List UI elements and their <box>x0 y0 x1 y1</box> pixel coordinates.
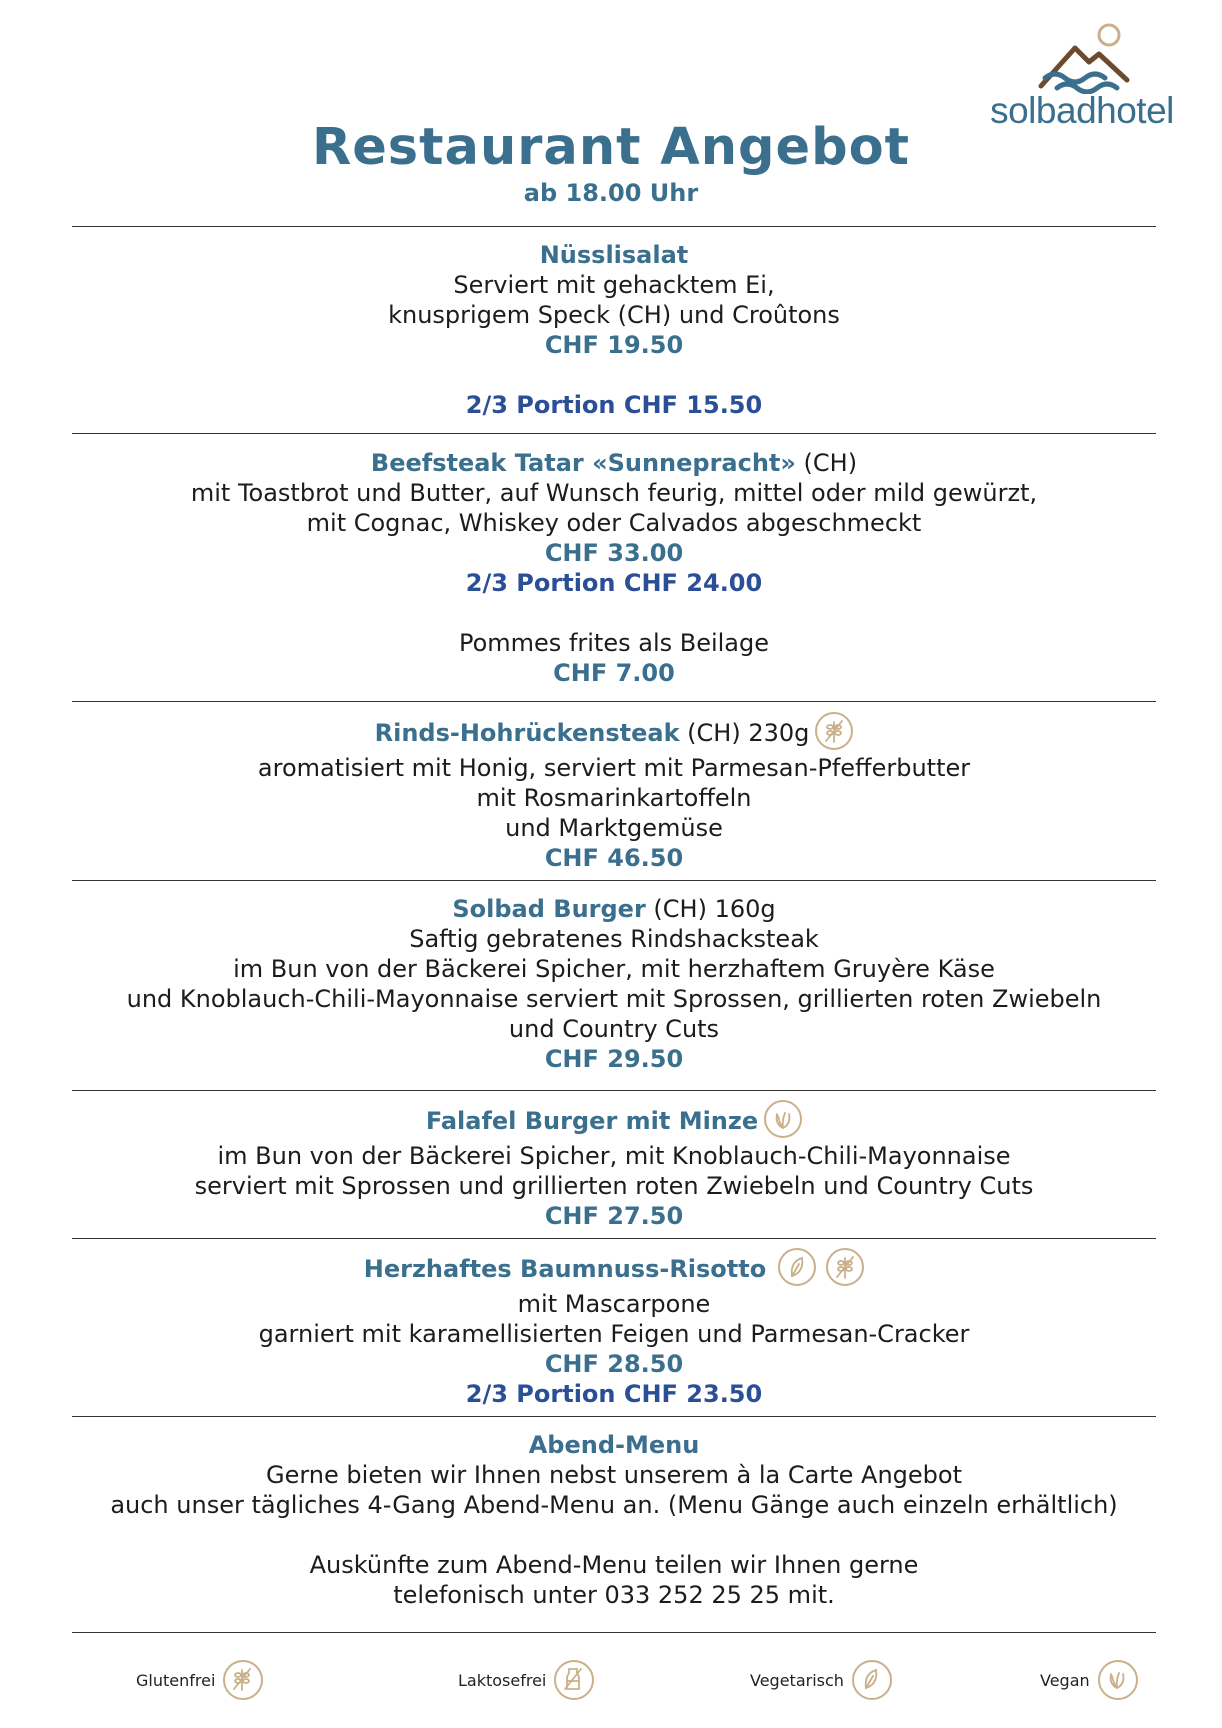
side-dish: Pommes frites als Beilage <box>458 629 770 657</box>
dish-description: Gerne bieten wir Ihnen nebst unserem à la Carte Angebot <box>266 1461 962 1489</box>
menu-item-rinds-hohrueckensteak <box>72 715 1156 873</box>
divider <box>72 1416 1156 1417</box>
dish-name: Herzhaftes Baumnuss-Risotto <box>363 1255 767 1283</box>
info-text: Auskünfte zum Abend-Menu teilen wir Ihnen gerne <box>309 1551 919 1579</box>
page-title: Restaurant Angebot <box>311 118 911 177</box>
divider <box>72 1238 1156 1239</box>
divider <box>72 1632 1156 1633</box>
menu-item-beefsteak-tatar <box>72 448 1156 688</box>
dish-description: mit Rosmarinkartoffeln <box>476 784 752 812</box>
dish-description: und Country Cuts <box>508 1015 720 1043</box>
legend-vegetarisch <box>750 1660 892 1700</box>
legend-label: Vegetarisch <box>750 1670 844 1690</box>
legend-laktosefrei <box>458 1660 594 1700</box>
legend-label: Vegan <box>1040 1670 1090 1690</box>
dish-name: Beefsteak Tatar «Sunnepracht» <box>370 449 796 477</box>
menu-item-abend-menu <box>72 1430 1156 1610</box>
side-dish-price: CHF 7.00 <box>553 659 675 687</box>
dish-origin: (CH) 160g <box>645 895 776 923</box>
dish-price: CHF 27.50 <box>544 1202 684 1230</box>
dish-name: Solbad Burger <box>452 895 646 923</box>
dish-name: Falafel Burger mit Minze <box>425 1107 759 1135</box>
dish-description: knusprigem Speck (CH) und Croûtons <box>388 301 840 329</box>
legend-glutenfrei <box>136 1660 263 1700</box>
dish-description: mit Toastbrot und Butter, auf Wunsch feurig, mittel oder mild gewürzt, <box>190 479 1038 507</box>
dietary-legend <box>0 1660 1222 1704</box>
menu-header <box>0 118 1222 208</box>
dish-price: CHF 46.50 <box>544 844 684 872</box>
dish-description: und Marktgemüse <box>505 814 723 842</box>
mountain-logo-icon <box>1027 22 1137 94</box>
glutenfrei-icon <box>826 1248 864 1286</box>
dish-description: im Bun von der Bäckerei Spicher, mit Knoblauch-Chili-Mayonnaise <box>217 1142 1011 1170</box>
divider <box>72 226 1156 227</box>
dish-name: Abend-Menu <box>528 1431 700 1459</box>
dish-portion-price: 2/3 Portion CHF 15.50 <box>465 391 763 419</box>
dish-name: Nüsslisalat <box>539 241 689 269</box>
dish-description: aromatisiert mit Honig, serviert mit Parmesan-Pfefferbutter <box>257 754 971 782</box>
menu-item-nuesslisalat <box>72 240 1156 420</box>
dish-description: garniert mit karamellisierten Feigen und Parmesan-Cracker <box>258 1320 970 1348</box>
menu-item-falafel-burger <box>72 1103 1156 1231</box>
laktosefrei-icon <box>554 1660 594 1700</box>
dish-description: und Knoblauch-Chili-Mayonnaise serviert mit Sprossen, grillierten roten Zwiebeln <box>126 985 1102 1013</box>
dish-price: CHF 19.50 <box>544 331 684 359</box>
dish-description: im Bun von der Bäckerei Spicher, mit herzhaftem Gruyère Käse <box>233 955 995 983</box>
dish-description: Saftig gebratenes Rindshacksteak <box>409 925 819 953</box>
dish-description: mit Mascarpone <box>517 1290 711 1318</box>
dish-description: Serviert mit gehacktem Ei, <box>453 271 775 299</box>
dish-price: CHF 28.50 <box>544 1350 684 1378</box>
page-subtitle: ab 18.00 Uhr <box>523 179 699 207</box>
divider <box>72 880 1156 881</box>
vegan-icon <box>1098 1660 1138 1700</box>
menu-item-solbad-burger <box>72 894 1156 1074</box>
glutenfrei-icon <box>223 1660 263 1700</box>
info-text: telefonisch unter 033 252 25 25 mit. <box>393 1581 835 1609</box>
dish-origin: (CH) 230g <box>679 719 810 747</box>
legend-label: Laktosefrei <box>458 1670 547 1690</box>
vegetarisch-icon <box>778 1248 816 1286</box>
brand-name: solbadhotel <box>990 90 1174 131</box>
legend-vegan <box>1040 1660 1138 1700</box>
dish-description: mit Cognac, Whiskey oder Calvados abgeschmeckt <box>306 509 922 537</box>
glutenfrei-icon <box>815 712 853 750</box>
hotel-logo <box>982 22 1182 132</box>
divider <box>72 701 1156 702</box>
dish-portion-price: 2/3 Portion CHF 23.50 <box>465 1380 763 1408</box>
vegan-icon <box>764 1100 802 1138</box>
dish-description: auch unser tägliches 4-Gang Abend-Menu an. (Menu Gänge auch einzeln erhältlich) <box>110 1491 1118 1519</box>
divider <box>72 1090 1156 1091</box>
menu-item-baumnuss-risotto <box>72 1251 1156 1409</box>
vegetarisch-icon <box>852 1660 892 1700</box>
dish-price: CHF 33.00 <box>544 539 684 567</box>
dish-description: serviert mit Sprossen und grillierten roten Zwiebeln und Country Cuts <box>194 1172 1034 1200</box>
dish-origin: (CH) <box>795 449 858 477</box>
divider <box>72 433 1156 434</box>
dish-name: Rinds-Hohrückensteak <box>374 719 680 747</box>
dish-price: CHF 29.50 <box>544 1045 684 1073</box>
dish-portion-price: 2/3 Portion CHF 24.00 <box>465 569 763 597</box>
legend-label: Glutenfrei <box>136 1670 216 1690</box>
